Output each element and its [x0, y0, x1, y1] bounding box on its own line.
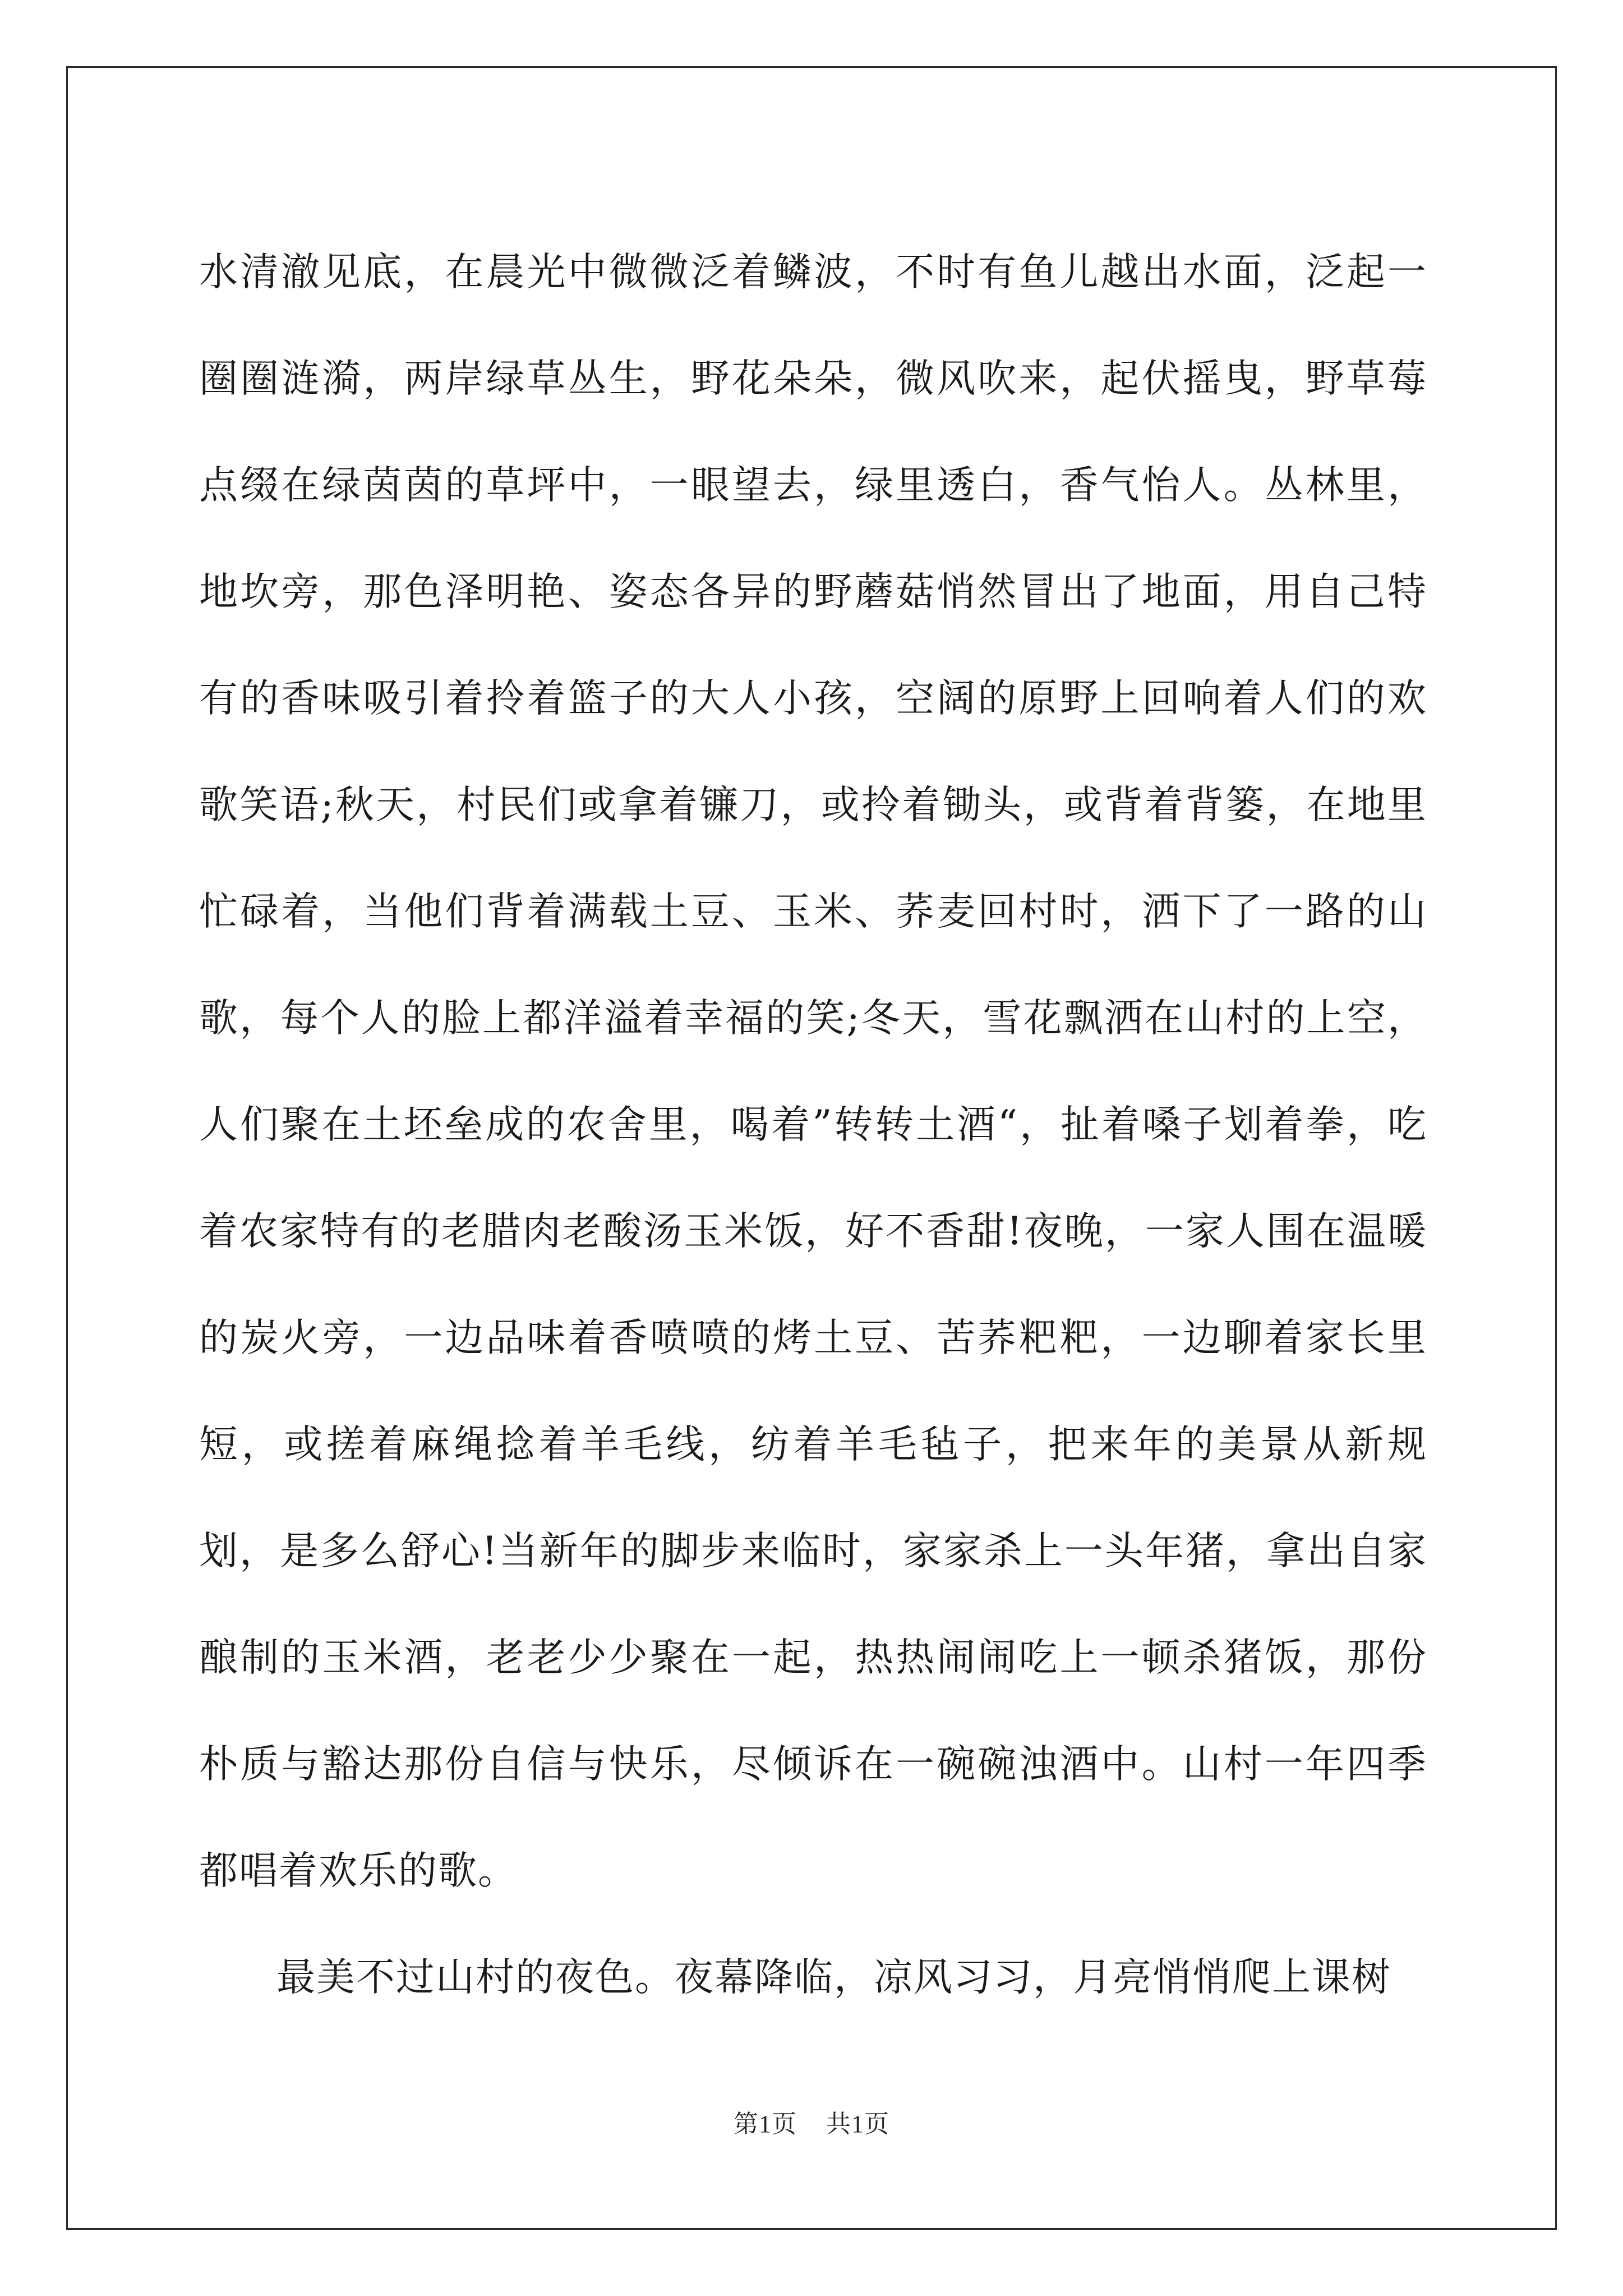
page-footer: [0, 2104, 1623, 2139]
page-total: 共1页: [826, 2110, 889, 2138]
paragraph-1: 水清澈见底，在晨光中微微泛着鳞波，不时有鱼儿越出水面，泛起一圈圈涟漪，两岸绿草丛生，野花朵朵，微风吹来，起伏摇曳，野草莓点缀在绿茵茵的草坪中，一眼望去，绿里透白，香气怡人。丛林里，地坎旁，那色泽明艳、姿态各异的野蘑菇悄然冒出了地面，用自己特有的香味吸引着拎着篮子的大人小孩，空阔的原野上回响着人们的欢歌笑语;秋天，村民们或拿着镰刀，或拎着锄头，或背着背篓，在地里忙碌着，当他们背着满载土豆、玉米、荞麦回村时，洒下了一路的山歌，每个人的脸上都洋溢着幸福的笑;冬天，雪花飘洒在山村的上空，人们聚在土坯垒成的农舍里，喝着”转转土酒“，扯着嗓子划着拳，吃着农家特有的老腊肉老酸汤玉米饭，好不香甜!夜晚，一家人围在温暖的炭火旁，一边品味着香喷喷的烤土豆、苦荞粑粑，一边聊着家长里短，或搓着麻绳捻着羊毛线，纺着羊毛毡子，把来年的美景从新规划，是多么舒心!当新年的脚步来临时，家家杀上一头年猪，拿出自家酿制的玉米酒，老老少少聚在一起，热热闹闹吃上一顿杀猪饭，那份朴质与豁达那份自信与快乐，尽倾诉在一碗碗浊酒中。山村一年四季都唱着欢乐的歌。: [199, 250, 1427, 1893]
page-number: 第1页: [734, 2110, 797, 2138]
document-body: [199, 219, 1427, 2031]
paragraph-2: 最美不过山村的夜色。夜幕降临，凉风习习，月亮悄悄爬上课树: [276, 1955, 1391, 2000]
